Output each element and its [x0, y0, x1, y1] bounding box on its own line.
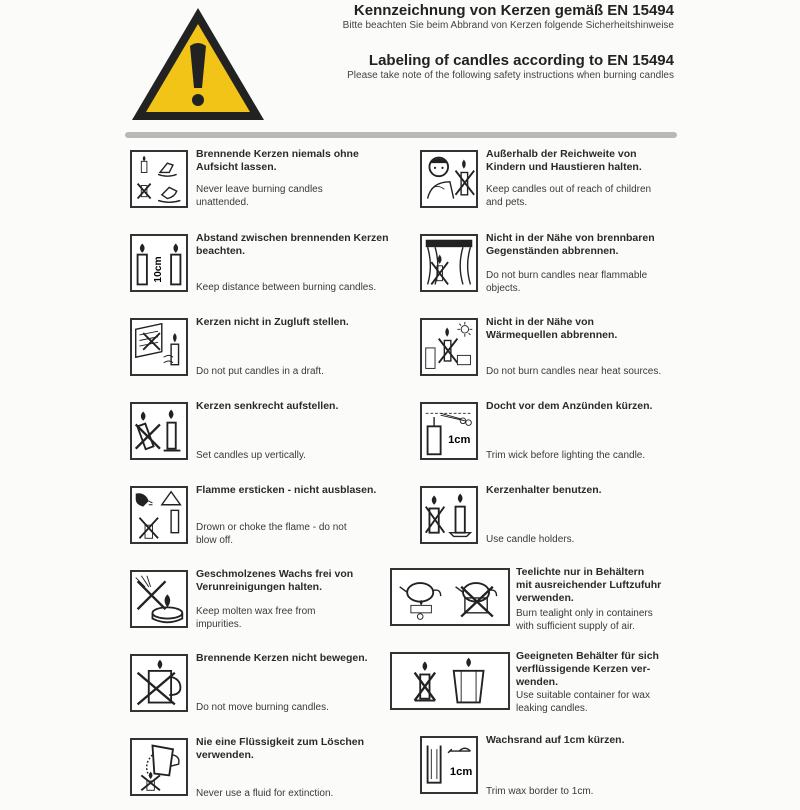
text-en: Do not burn candles near heat sources. — [486, 366, 662, 377]
distance-10cm-icon — [130, 234, 188, 292]
text-en: Use suitable container for wax leaking candles. — [516, 690, 650, 714]
text-en: Never leave burning candles unattended. — [196, 184, 323, 208]
text-de: Flamme ersticken - nicht ausblasen. — [196, 484, 377, 496]
text-en: Do not move burning candles. — [196, 702, 329, 713]
border-label: 1cm — [449, 766, 473, 779]
candle-holder-icon — [420, 486, 478, 544]
leaking-container-icon — [390, 652, 510, 710]
text-de: Teelichte nur in Behältern mit ausreichender Luftzufuhr verwenden. — [516, 566, 662, 604]
english-header — [347, 52, 674, 81]
text-de: Geeigneten Behälter für sich verflüssigende Kerzen ver- wenden. — [516, 650, 659, 688]
text-de: Geschmolzenes Wachs frei von Verunreinigungen halten. — [196, 568, 354, 593]
text-en: Never use a fluid for extinction. — [196, 788, 334, 799]
instruction-item — [420, 234, 700, 306]
text-de: Nicht in der Nähe von brennbaren Gegenständen abbrennen. — [486, 232, 655, 257]
text-de: Docht vor dem Anzünden kürzen. — [486, 400, 653, 412]
text-en: Do not put candles in a draft. — [196, 366, 324, 377]
text-en: Use candle holders. — [486, 534, 575, 545]
instruction-item — [130, 150, 390, 222]
flammable-curtain-icon — [420, 234, 478, 292]
text-de: Nie eine Flüssigkeit zum Löschen verwenden. — [196, 736, 365, 761]
title-en: Labeling of candles according to EN 15494 — [368, 52, 674, 69]
text-en: Burn tealight only in containers with sufficient supply of air. — [516, 608, 653, 632]
text-de: Außerhalb der Reichweite von Kindern und Haustieren halten. — [486, 148, 642, 173]
text-de: Brennende Kerzen nicht bewegen. — [196, 652, 368, 664]
text-en: Keep molten wax free from impurities. — [196, 606, 316, 630]
text-de: Nicht in der Nähe von Wärmequellen abbrennen. — [486, 316, 618, 341]
text-en: Drown or choke the flame - do not blow off. — [196, 522, 347, 546]
instruction-item — [390, 568, 700, 640]
unattended-candle-icon — [130, 150, 188, 208]
no-liquid-icon — [130, 738, 188, 796]
heat-source-icon — [420, 318, 478, 376]
instruction-item — [420, 402, 700, 474]
subtitle-de: Bitte beachten Sie beim Abbrand von Kerzen folgende Sicherheitshinweise — [342, 20, 674, 31]
instruction-item — [420, 150, 700, 222]
instruction-item — [130, 570, 390, 642]
instruction-item — [420, 736, 700, 808]
warning-triangle-icon — [128, 4, 268, 124]
german-header — [343, 2, 674, 31]
text-de: Wachsrand auf 1cm kürzen. — [486, 734, 625, 746]
text-en: Trim wax border to 1cm. — [486, 786, 594, 797]
instruction-item — [130, 234, 410, 306]
text-de: Abstand zwischen brennenden Kerzen beachten. — [196, 232, 389, 257]
text-en: Trim wick before lighting the candle. — [486, 450, 646, 461]
text-en: Set candles up vertically. — [196, 450, 306, 461]
text-en: Keep candles out of reach of children and pets. — [486, 184, 652, 208]
text-en: Keep distance between burning candles. — [196, 282, 377, 293]
instruction-item — [420, 318, 700, 390]
text-de: Kerzen senkrecht aufstellen. — [196, 400, 339, 412]
instruction-item — [390, 652, 700, 724]
instruction-item — [130, 654, 390, 726]
text-de: Kerzenhalter benutzen. — [486, 484, 602, 496]
instruction-item — [130, 486, 400, 558]
instruction-item — [130, 402, 390, 474]
children-pets-icon — [420, 150, 478, 208]
distance-label: 10cm — [152, 256, 164, 283]
clean-wax-icon — [130, 570, 188, 628]
draft-window-icon — [130, 318, 188, 376]
trim-label: 1cm — [448, 434, 471, 447]
trim-wick-1cm-icon — [420, 402, 478, 460]
instruction-item — [420, 486, 700, 558]
text-en: Do not burn candles near flammable objects. — [486, 270, 648, 294]
tealight-teapot-icon — [390, 568, 510, 626]
instruction-item — [130, 738, 390, 810]
snuff-flame-icon — [130, 486, 188, 544]
text-de: Kerzen nicht in Zugluft stellen. — [196, 316, 349, 328]
subtitle-en: Please take note of the following safety instructions when burning candles — [347, 70, 674, 81]
title-de: Kennzeichnung von Kerzen gemäß EN 15494 — [353, 2, 674, 19]
instruction-item — [130, 318, 390, 390]
do-not-move-icon — [130, 654, 188, 712]
divider-rule — [125, 132, 677, 138]
wax-border-1cm-icon — [420, 736, 478, 794]
text-de: Brennende Kerzen niemals ohne Aufsicht lassen. — [196, 148, 359, 173]
vertical-candle-icon — [130, 402, 188, 460]
